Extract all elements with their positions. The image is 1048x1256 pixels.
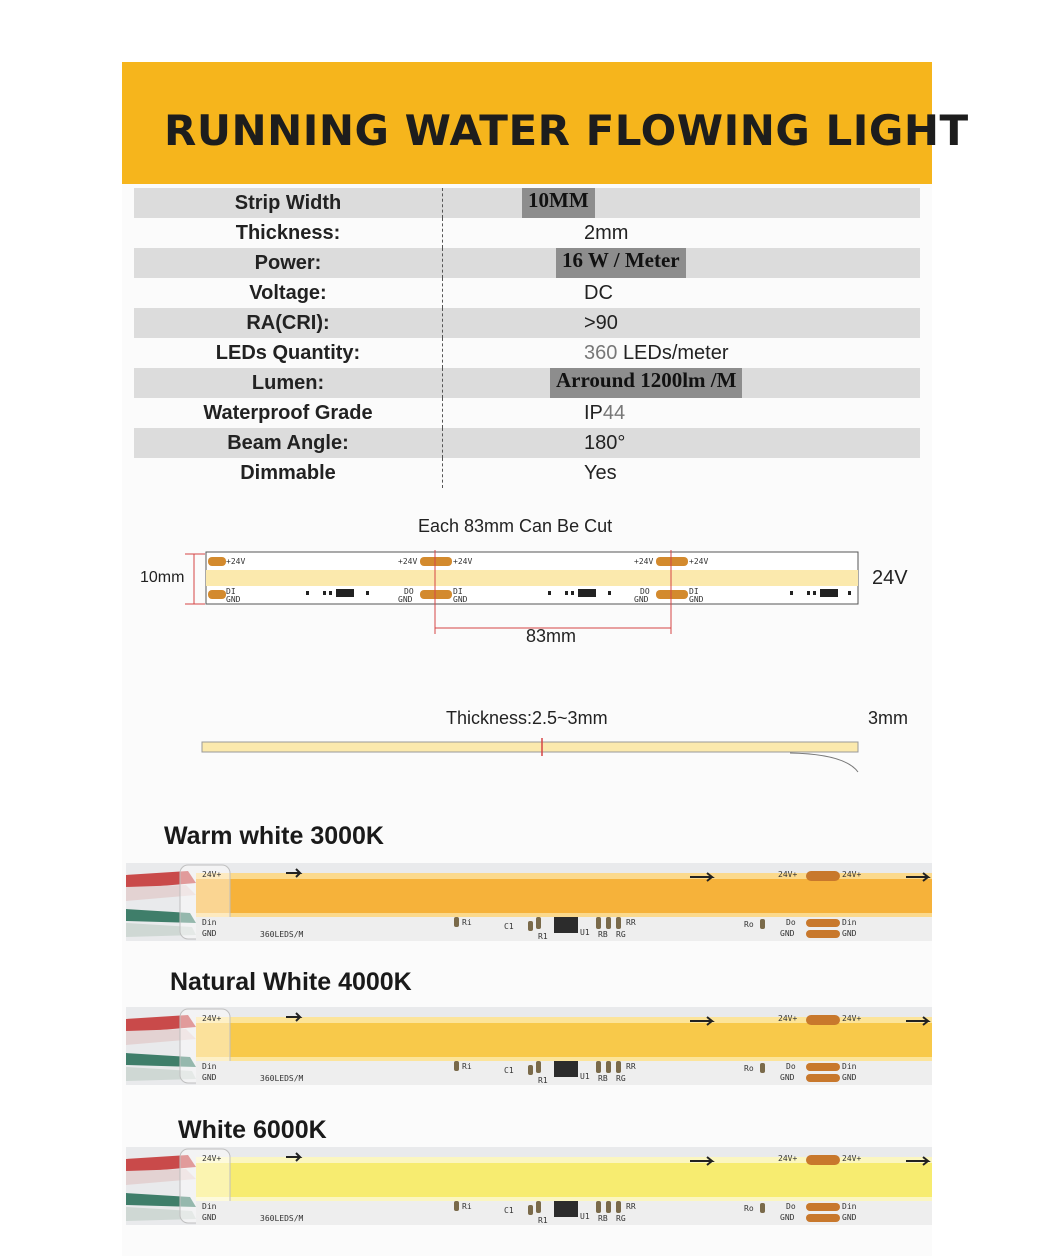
spec-row bbox=[134, 188, 920, 218]
spec-label: Thickness: bbox=[235, 222, 341, 244]
pad-label: +24V bbox=[226, 557, 246, 566]
strip-label: GND bbox=[842, 929, 857, 938]
variant-title: Natural White 4000K bbox=[170, 968, 412, 996]
spec-row bbox=[134, 428, 920, 458]
pad-label: +24V bbox=[634, 557, 654, 566]
spec-label: RA(CRI): bbox=[246, 312, 330, 334]
spec-value: Arround 1200lm /M bbox=[550, 368, 742, 398]
column-divider bbox=[442, 398, 443, 428]
strip-label: GND bbox=[842, 1213, 857, 1222]
strip-label: GND bbox=[202, 929, 217, 938]
segment-label: 83mm bbox=[526, 626, 577, 646]
column-divider bbox=[442, 428, 443, 458]
strip-label: RB bbox=[598, 930, 608, 939]
strip-label: RG bbox=[616, 1074, 626, 1083]
spec-value: 10MM bbox=[522, 188, 595, 218]
strip-label: 24V+ bbox=[778, 870, 798, 879]
thickness-caption: Thickness:2.5~3mm bbox=[446, 708, 608, 728]
spec-label: Dimmable bbox=[240, 462, 336, 484]
strip-label: RB bbox=[598, 1074, 608, 1083]
width-label: 10mm bbox=[140, 569, 185, 586]
strip-label: Ri bbox=[462, 1062, 472, 1071]
thickness-end-label: 3mm bbox=[868, 708, 908, 728]
spec-value: 2mm bbox=[584, 222, 629, 244]
pad-label: +24V bbox=[453, 557, 473, 566]
column-divider bbox=[442, 458, 443, 488]
spec-label: Waterproof Grade bbox=[203, 402, 373, 424]
pad-label: GND bbox=[634, 595, 649, 604]
led-strip-photo bbox=[126, 1001, 932, 1087]
spec-value: >90 bbox=[584, 312, 618, 334]
variant-title: Warm white 3000K bbox=[164, 822, 384, 850]
spec-table bbox=[134, 188, 920, 488]
pad-label: GND bbox=[689, 595, 704, 604]
cut-diagram bbox=[130, 510, 920, 790]
strip-label: GND bbox=[842, 1073, 857, 1082]
strip-label: GND bbox=[202, 1073, 217, 1082]
pad-label: DO bbox=[640, 587, 650, 596]
strip-label: Ro bbox=[744, 1064, 754, 1073]
spec-label: Beam Angle: bbox=[227, 432, 349, 454]
spec-value: IP44 bbox=[584, 402, 626, 424]
strip-label: Do bbox=[786, 918, 796, 927]
strip-label: U1 bbox=[580, 1212, 590, 1221]
strip-label: U1 bbox=[580, 1072, 590, 1081]
pad-label: DO bbox=[404, 587, 414, 596]
strip-label: Ri bbox=[462, 918, 472, 927]
pad-label: GND bbox=[226, 595, 241, 604]
strip-label: R1 bbox=[538, 932, 548, 941]
strip-label: 360LEDS/M bbox=[260, 930, 304, 939]
spec-row bbox=[134, 338, 920, 368]
pad-label: +24V bbox=[398, 557, 418, 566]
spec-row bbox=[134, 218, 920, 248]
column-divider bbox=[442, 308, 443, 338]
strip-label: C1 bbox=[504, 1206, 514, 1215]
strip-label: RG bbox=[616, 1214, 626, 1223]
strip-label: 24V+ bbox=[778, 1154, 798, 1163]
spec-row bbox=[134, 278, 920, 308]
column-divider bbox=[442, 278, 443, 308]
title-banner bbox=[122, 62, 969, 184]
strip-label: RG bbox=[616, 930, 626, 939]
led-strip-photo bbox=[126, 857, 932, 943]
spec-label: Lumen: bbox=[251, 372, 325, 394]
strip-label: Din bbox=[202, 1202, 217, 1211]
strip-label: Ri bbox=[462, 1202, 472, 1211]
spec-value: 180° bbox=[584, 432, 626, 454]
strip-label: RR bbox=[626, 1202, 636, 1211]
spec-value: Yes bbox=[584, 462, 617, 484]
strip-label: Do bbox=[786, 1202, 796, 1211]
variant-title: White 6000K bbox=[178, 1116, 327, 1144]
strip-label: Ro bbox=[744, 1204, 754, 1213]
strip-label: U1 bbox=[580, 928, 590, 937]
spec-row bbox=[134, 308, 920, 338]
spec-row bbox=[134, 398, 920, 428]
strip-label: GND bbox=[780, 929, 795, 938]
page-title: RUNNING WATER FLOWING LIGHT bbox=[164, 106, 969, 155]
spec-row bbox=[134, 368, 920, 398]
pad-label: GND bbox=[398, 595, 413, 604]
cob-band bbox=[206, 570, 858, 586]
strip-label: Din bbox=[842, 1202, 857, 1211]
column-divider bbox=[442, 218, 443, 248]
column-divider bbox=[442, 338, 443, 368]
strip-label: 360LEDS/M bbox=[260, 1214, 304, 1223]
pad-label: GND bbox=[453, 595, 468, 604]
strip-label: Do bbox=[786, 1062, 796, 1071]
spec-row bbox=[134, 458, 920, 488]
strip-label: 24V+ bbox=[202, 1154, 222, 1163]
strip-label: R1 bbox=[538, 1076, 548, 1085]
strip-label: C1 bbox=[504, 922, 514, 931]
strip-label: Din bbox=[202, 918, 217, 927]
strip-label: Din bbox=[842, 1062, 857, 1071]
strip-label: 24V+ bbox=[842, 870, 862, 879]
column-divider bbox=[442, 248, 443, 278]
thickness-bar bbox=[202, 742, 858, 752]
strip-label: 24V+ bbox=[778, 1014, 798, 1023]
strip-label: 24V+ bbox=[842, 1014, 862, 1023]
strip-label: RR bbox=[626, 1062, 636, 1071]
cut-caption: Each 83mm Can Be Cut bbox=[418, 516, 613, 536]
spec-label: Power: bbox=[254, 252, 322, 274]
pad-label: +24V bbox=[689, 557, 709, 566]
strip-label: Ro bbox=[744, 920, 754, 929]
spec-label: Strip Width bbox=[234, 192, 342, 214]
strip-label: C1 bbox=[504, 1066, 514, 1075]
strip-label: GND bbox=[202, 1213, 217, 1222]
spec-value: DC bbox=[584, 282, 613, 304]
spec-label: LEDs Quantity: bbox=[215, 342, 361, 364]
led-strip-photo bbox=[126, 1141, 932, 1227]
strip-label: Din bbox=[842, 918, 857, 927]
spec-label: Voltage: bbox=[249, 282, 327, 304]
spec-value: 360 LEDs/meter bbox=[584, 342, 729, 364]
strip-label: GND bbox=[780, 1213, 795, 1222]
strip-label: GND bbox=[780, 1073, 795, 1082]
column-divider bbox=[442, 188, 443, 218]
pad-label: DI bbox=[226, 587, 236, 596]
strip-label: Din bbox=[202, 1062, 217, 1071]
voltage-label: 24V bbox=[872, 567, 908, 589]
strip-label: RB bbox=[598, 1214, 608, 1223]
column-divider bbox=[442, 368, 443, 398]
pad-label: DI bbox=[689, 587, 699, 596]
strip-label: 24V+ bbox=[842, 1154, 862, 1163]
spec-value: 16 W / Meter bbox=[556, 248, 686, 278]
strip-label: 360LEDS/M bbox=[260, 1074, 304, 1083]
strip-label: RR bbox=[626, 918, 636, 927]
strip-label: 24V+ bbox=[202, 870, 222, 879]
spec-row bbox=[134, 248, 920, 278]
strip-label: 24V+ bbox=[202, 1014, 222, 1023]
pad-label: DI bbox=[453, 587, 463, 596]
strip-label: R1 bbox=[538, 1216, 548, 1225]
